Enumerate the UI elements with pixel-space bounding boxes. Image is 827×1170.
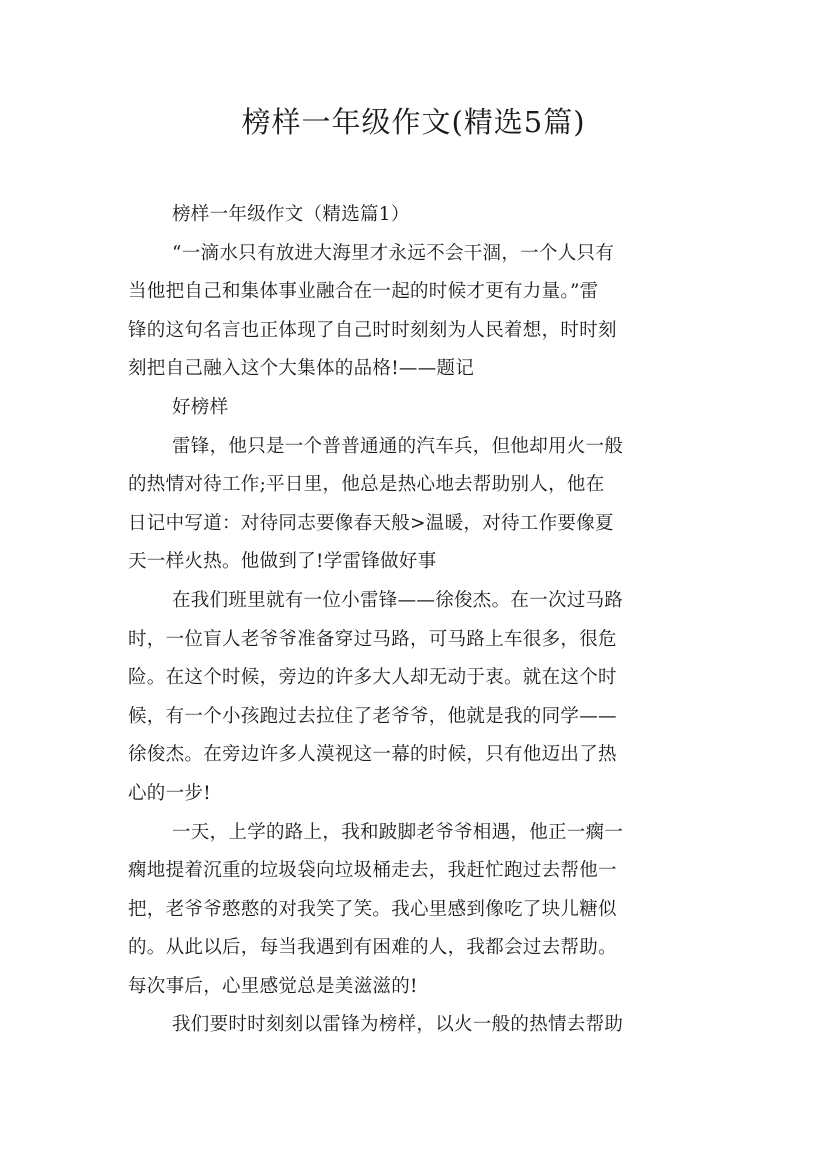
- document-body: [128, 196, 718, 1045]
- text-line: 一天，上学的路上，我和跛脚老爷爷相遇，他正一瘸一: [172, 821, 624, 843]
- text-line: 的热情对待工作;平日里，他总是热心地去帮助别人，他在: [128, 474, 605, 496]
- text-line: 刻把自己融入这个大集体的品格!——题记: [128, 358, 475, 380]
- text-line: 险。在这个时候，旁边的许多大人却无动于衷。就在这个时: [128, 667, 617, 689]
- text-line: 当他把自己和集体事业融合在一起的时候才更有力量。”雷: [128, 281, 599, 303]
- text-line: 候，有一个小孩跑过去拉住了老爷爷，他就是我的同学——: [128, 705, 617, 727]
- text-line: 榜样一年级作文（精选篇1）: [172, 204, 410, 225]
- text-line: 心的一步!: [128, 782, 211, 804]
- text-line: 把，老爷爷憨憨的对我笑了笑。我心里感到像吃了块儿糖似: [128, 898, 617, 920]
- text-line: 雷锋，他只是一个普普通通的汽车兵，但他却用火一般: [172, 435, 624, 457]
- text-line: “一滴水只有放进大海里才永远不会干涸，一个人只有: [172, 242, 615, 264]
- text-line: 的。从此以后，每当我遇到有困难的人，我都会过去帮助。: [128, 937, 617, 959]
- text-line: 日记中写道：对待同志要像春天般>温暖，对待工作要像夏: [128, 512, 614, 534]
- text-line: 在我们班里就有一位小雷锋——徐俊杰。在一次过马路: [172, 589, 624, 611]
- text-line: 瘸地提着沉重的垃圾袋向垃圾桶走去，我赶忙跑过去帮他一: [128, 860, 617, 882]
- text-line: 好榜样: [172, 396, 229, 418]
- text-line: 我们要时时刻刻以雷锋为榜样，以火一般的热情去帮助: [172, 1014, 624, 1036]
- text-line: 天一样火热。他做到了!学雷锋做好事: [128, 551, 437, 573]
- document-title: 榜样一年级作文(精选5篇): [241, 105, 586, 139]
- text-line: 每次事后，心里感觉总是美滋滋的!: [128, 975, 418, 997]
- text-line: 锋的这句名言也正体现了自己时时刻刻为人民着想，时时刻: [128, 319, 617, 341]
- text-line: 徐俊杰。在旁边许多人漠视这一幕的时候，只有他迈出了热: [128, 744, 617, 766]
- text-line: 时，一位盲人老爷爷准备穿过马路，可马路上车很多，很危: [128, 628, 617, 650]
